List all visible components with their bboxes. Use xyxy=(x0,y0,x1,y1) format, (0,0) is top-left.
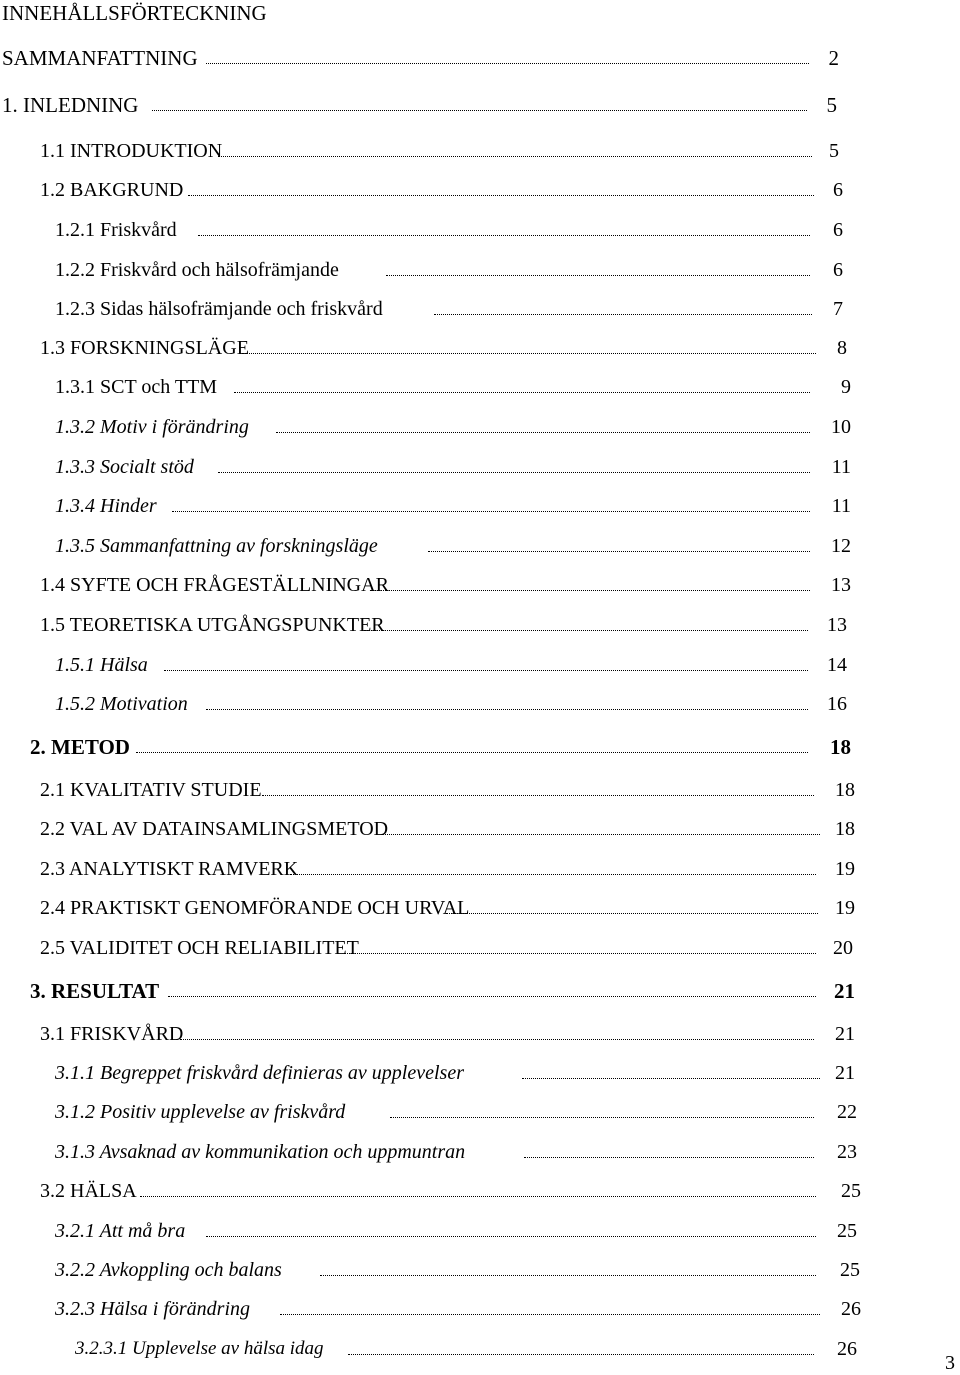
toc-entry-label: 2.1 KVALITATIV STUDIE xyxy=(40,779,262,801)
toc-entry-page: 5 xyxy=(829,140,839,162)
toc-entry-label: 2. METOD xyxy=(30,735,130,759)
toc-entry-page: 6 xyxy=(833,179,843,201)
toc-entry-label: 1.3 FORSKNINGSLÄGE xyxy=(40,337,249,359)
dot-leader xyxy=(218,472,810,473)
toc-entry-page: 18 xyxy=(835,818,855,840)
dot-leader xyxy=(206,1236,816,1237)
toc-entry-label: 1.1 INTRODUKTION xyxy=(40,140,223,162)
toc-entry-page: 9 xyxy=(841,376,851,398)
toc-entry-label: 1.2.3 Sidas hälsofrämjande och friskvård xyxy=(55,298,383,320)
toc-entry-page: 18 xyxy=(835,779,855,801)
toc-entry-page: 11 xyxy=(831,495,851,517)
toc-entry-label: 3. RESULTAT xyxy=(30,979,160,1003)
toc-entry-label: 1.5 TEORETISKA UTGÅNGSPUNKTER xyxy=(40,614,385,636)
toc-entry-label: 1.3.2 Motiv i förändring xyxy=(55,416,249,438)
toc-entry-page: 25 xyxy=(840,1259,860,1281)
dot-leader xyxy=(140,1196,816,1197)
toc-entry-label: 1.4 SYFTE OCH FRÅGESTÄLLNINGAR xyxy=(40,574,389,596)
toc-entry-page: 13 xyxy=(827,614,847,636)
dot-leader xyxy=(152,110,807,111)
toc-entry-label: SAMMANFATTNING xyxy=(2,46,198,70)
toc-entry-page: 19 xyxy=(835,858,855,880)
toc-entry-label: 3.1.3 Avsaknad av kommunikation och uppmuntran xyxy=(55,1141,466,1163)
dot-leader xyxy=(370,590,810,591)
toc-entry-page: 26 xyxy=(841,1298,861,1320)
toc-entry-page: 13 xyxy=(831,574,851,596)
dot-leader xyxy=(428,551,810,552)
toc-entry-page: 22 xyxy=(837,1101,857,1123)
dot-leader xyxy=(290,874,816,875)
toc-entry-page: 10 xyxy=(831,416,851,438)
toc-entry-label: 1.3.3 Socialt stöd xyxy=(55,456,194,478)
toc-entry-label: 2.3 ANALYTISKT RAMVERK xyxy=(40,858,299,880)
toc-entry-page: 6 xyxy=(833,259,843,281)
toc-entry-page: 21 xyxy=(835,1023,855,1045)
toc-entry-page: 19 xyxy=(835,897,855,919)
dot-leader xyxy=(446,913,818,914)
toc-entry-page: 8 xyxy=(837,337,847,359)
dot-leader xyxy=(172,511,810,512)
dot-leader xyxy=(522,1078,820,1079)
toc-entry-label: 1. INLEDNING xyxy=(2,93,139,117)
toc-entry-label: 3.2.1 Att må bra xyxy=(55,1220,186,1242)
dot-leader xyxy=(198,235,810,236)
toc-entry-label: 3.1.1 Begreppet friskvård definieras av upplevelser xyxy=(55,1062,464,1084)
toc-entry-label: 3.2 HÄLSA xyxy=(40,1180,137,1202)
dot-leader xyxy=(164,670,808,671)
dot-leader xyxy=(386,275,810,276)
toc-entry-label: 3.2.2 Avkoppling och balans xyxy=(55,1259,282,1281)
toc-entry-page: 11 xyxy=(831,456,851,478)
dot-leader xyxy=(242,353,816,354)
toc-entry-page: 2 xyxy=(828,46,839,70)
dot-leader xyxy=(390,1117,814,1118)
dot-leader xyxy=(262,795,814,796)
dot-leader xyxy=(234,392,810,393)
toc-entry-label: 1.3.4 Hinder xyxy=(55,495,157,517)
toc-entry-label: 3.1 FRISKVÅRD xyxy=(40,1023,184,1045)
dot-leader xyxy=(280,1314,820,1315)
toc-entry-label: 3.1.2 Positiv upplevelse av friskvård xyxy=(55,1101,346,1123)
dot-leader xyxy=(276,432,810,433)
toc-entry-page: 25 xyxy=(841,1180,861,1202)
toc-entry-page: 16 xyxy=(827,693,847,715)
toc-entry-label: 1.5.1 Hälsa xyxy=(55,654,148,676)
toc-entry-page: 23 xyxy=(837,1141,857,1163)
toc-entry-page: 6 xyxy=(833,219,843,241)
dot-leader xyxy=(348,1354,814,1355)
toc-entry-label: 2.2 VAL AV DATAINSAMLINGSMETOD xyxy=(40,818,389,840)
dot-leader xyxy=(344,953,816,954)
toc-entry-page: 21 xyxy=(835,1062,855,1084)
dot-leader xyxy=(218,156,812,157)
toc-entry-label: 1.5.2 Motivation xyxy=(55,693,188,715)
toc-entry-label: 3.2.3.1 Upplevelse av hälsa idag xyxy=(75,1338,324,1359)
page-number: 3 xyxy=(945,1352,955,1374)
toc-entry-label: 1.3.5 Sammanfattning av forskningsläge xyxy=(55,535,378,557)
toc-entry-page: 18 xyxy=(830,735,851,759)
dot-leader xyxy=(136,752,808,753)
dot-leader xyxy=(206,63,809,64)
dot-leader xyxy=(524,1157,814,1158)
toc-heading: INNEHÅLLSFÖRTECKNING xyxy=(2,1,267,25)
toc-entry-page: 7 xyxy=(833,298,843,320)
dot-leader xyxy=(382,834,820,835)
toc-entry-label: 1.2.2 Friskvård och hälsofrämjande xyxy=(55,259,339,281)
toc-entry-page: 25 xyxy=(837,1220,857,1242)
toc-entry-label: 1.3.1 SCT och TTM xyxy=(55,376,218,398)
dot-leader xyxy=(206,709,808,710)
dot-leader xyxy=(180,1039,814,1040)
toc-entry-page: 21 xyxy=(834,979,855,1003)
toc-entry-page: 26 xyxy=(837,1338,857,1360)
toc-entry-page: 14 xyxy=(827,654,847,676)
dot-leader xyxy=(320,1275,816,1276)
toc-entry-page: 12 xyxy=(831,535,851,557)
toc-entry-page: 5 xyxy=(826,93,837,117)
toc-entry-label: 3.2.3 Hälsa i förändring xyxy=(55,1298,251,1320)
dot-leader xyxy=(168,996,816,997)
toc-entry-label: 2.5 VALIDITET OCH RELIABILITET xyxy=(40,937,359,959)
toc-entry-label: 1.2.1 Friskvård xyxy=(55,219,177,241)
dot-leader xyxy=(434,314,812,315)
toc-entry-label: 2.4 PRAKTISKT GENOMFÖRANDE OCH URVAL xyxy=(40,897,470,919)
toc-entry-label: 1.2 BAKGRUND xyxy=(40,179,184,201)
dot-leader xyxy=(188,195,814,196)
toc-entry-page: 20 xyxy=(833,937,853,959)
dot-leader xyxy=(364,630,808,631)
